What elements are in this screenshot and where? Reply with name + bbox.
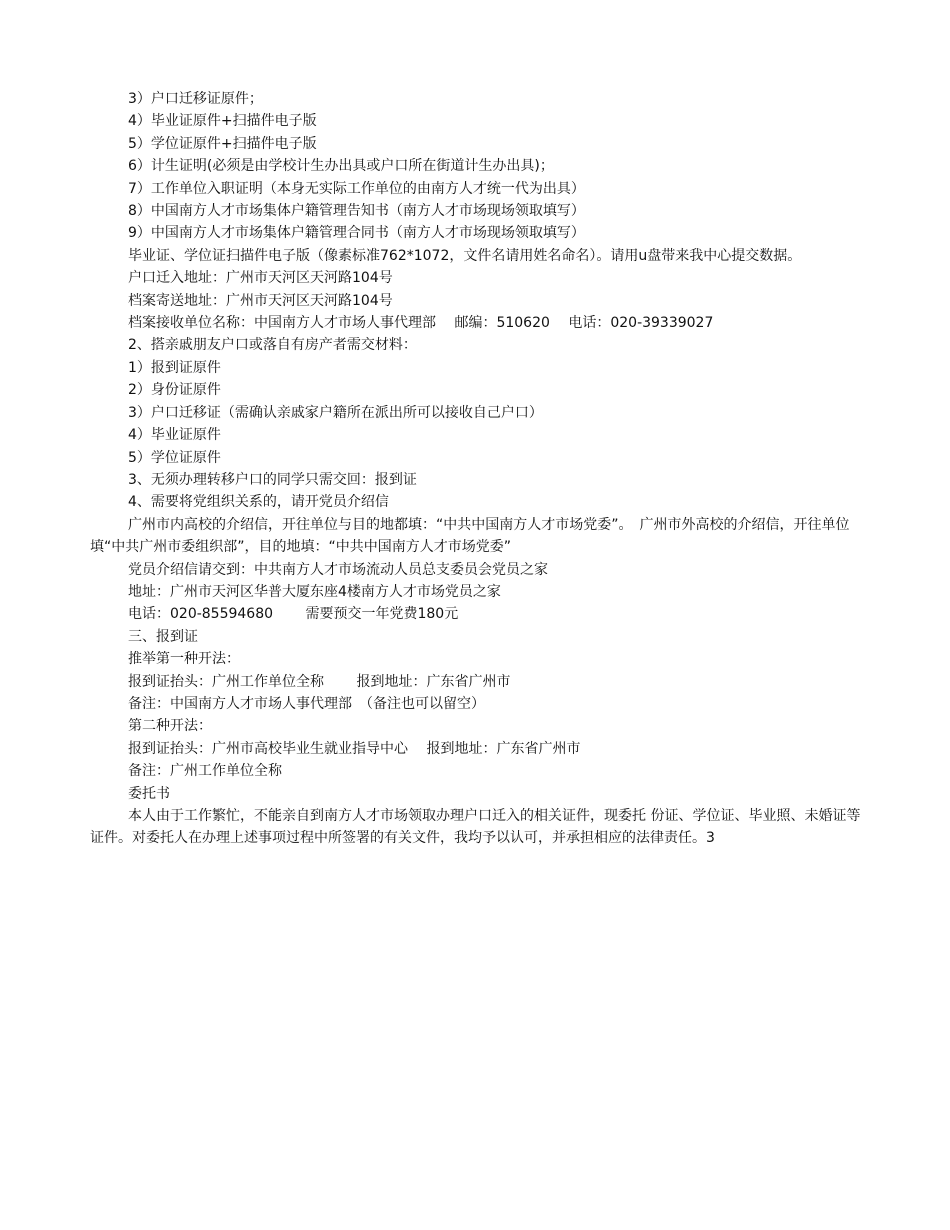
section-heading: 三、报到证 xyxy=(128,628,198,645)
party-phone: 电话：020-85594680 需要预交一年党费180元 xyxy=(128,606,459,623)
list-item: 2）身份证原件 xyxy=(128,382,221,399)
list-item: 5）学位证原件 xyxy=(128,449,221,466)
entrust-paragraph: 本人由于工作繁忙，不能亲自到南方人才市场领取办理户口迁入的相关证件，现委托 份证、学位证、毕业照、未婚证等证件。对委托人在办理上述事项过程中所签署的有关文件，我均予以认可，并承担相应的法律责任。3 xyxy=(90,808,861,847)
section-heading: 3、无须办理转移户口的同学只需交回：报到证 xyxy=(128,471,417,488)
list-item: 4）毕业证原件 xyxy=(128,427,221,444)
list-item: 9）中国南方人才市场集体户籍管理合同书（南方人才市场现场领取填写） xyxy=(128,225,585,242)
list-item: 3）户口迁移证原件； xyxy=(128,91,263,107)
report-card-header: 报到证抬头：广州工作单位全称 报到地址：广东省广州市 xyxy=(128,673,511,690)
method-heading: 推举第一种开法： xyxy=(128,651,240,668)
document-body xyxy=(90,88,862,850)
scan-instruction-paragraph: 毕业证、学位证扫描件电子版（像素标准762*1072，文件名请用姓名命名）。请用u盘带来我中心提交数据。 xyxy=(128,247,802,264)
list-item: 7）工作单位入职证明（本身无实际工作单位的由南方人才统一代为出具） xyxy=(128,180,585,197)
hukou-address: 户口迁入地址：广州市天河区天河路104号 xyxy=(128,270,393,287)
section-heading: 4、需要将党组织关系的，请开党员介绍信 xyxy=(128,494,389,511)
list-item: 1）报到证原件 xyxy=(128,359,221,376)
report-card-header: 报到证抬头：广州市高校毕业生就业指导中心 报到地址：广东省广州市 xyxy=(128,740,581,757)
section-heading: 委托书 xyxy=(128,785,170,802)
list-item: 3）户口迁移证（需确认亲戚家户籍所在派出所可以接收自己户口） xyxy=(128,404,543,421)
report-card-note: 备注：中国南方人才市场人事代理部 （备注也可以留空） xyxy=(128,695,485,712)
list-item: 6）计生证明(必须是由学校计生办出具或户口所在街道计生办出具)； xyxy=(128,158,554,175)
list-item: 4）毕业证原件+扫描件电子版 xyxy=(128,113,317,130)
party-letter-paragraph: 广州市内高校的介绍信，开往单位与目的地都填：“中共中国南方人才市场党委”。 广州市外高校的介绍信，开往单位填“中共广州市委组织部”，目的地填：“中共中国南方人才市场党委” xyxy=(90,516,850,556)
archive-recipient: 档案接收单位名称：中国南方人才市场人事代理部 邮编：510620 电话：020-39339027 xyxy=(128,315,714,332)
party-submit-location: 党员介绍信请交到：中共南方人才市场流动人员总支委员会党员之家 xyxy=(128,561,548,578)
archive-address: 档案寄送地址：广州市天河区天河路104号 xyxy=(128,292,393,309)
method-heading: 第二种开法： xyxy=(128,718,212,735)
report-card-note: 备注：广州工作单位全称 xyxy=(128,763,282,780)
party-address: 地址：广州市天河区华普大厦东座4楼南方人才市场党员之家 xyxy=(128,583,501,600)
list-item: 5）学位证原件+扫描件电子版 xyxy=(128,135,317,152)
list-item: 8）中国南方人才市场集体户籍管理告知书（南方人才市场现场领取填写） xyxy=(128,203,585,220)
section-heading: 2、搭亲戚朋友户口或落自有房产者需交材料： xyxy=(128,337,417,354)
